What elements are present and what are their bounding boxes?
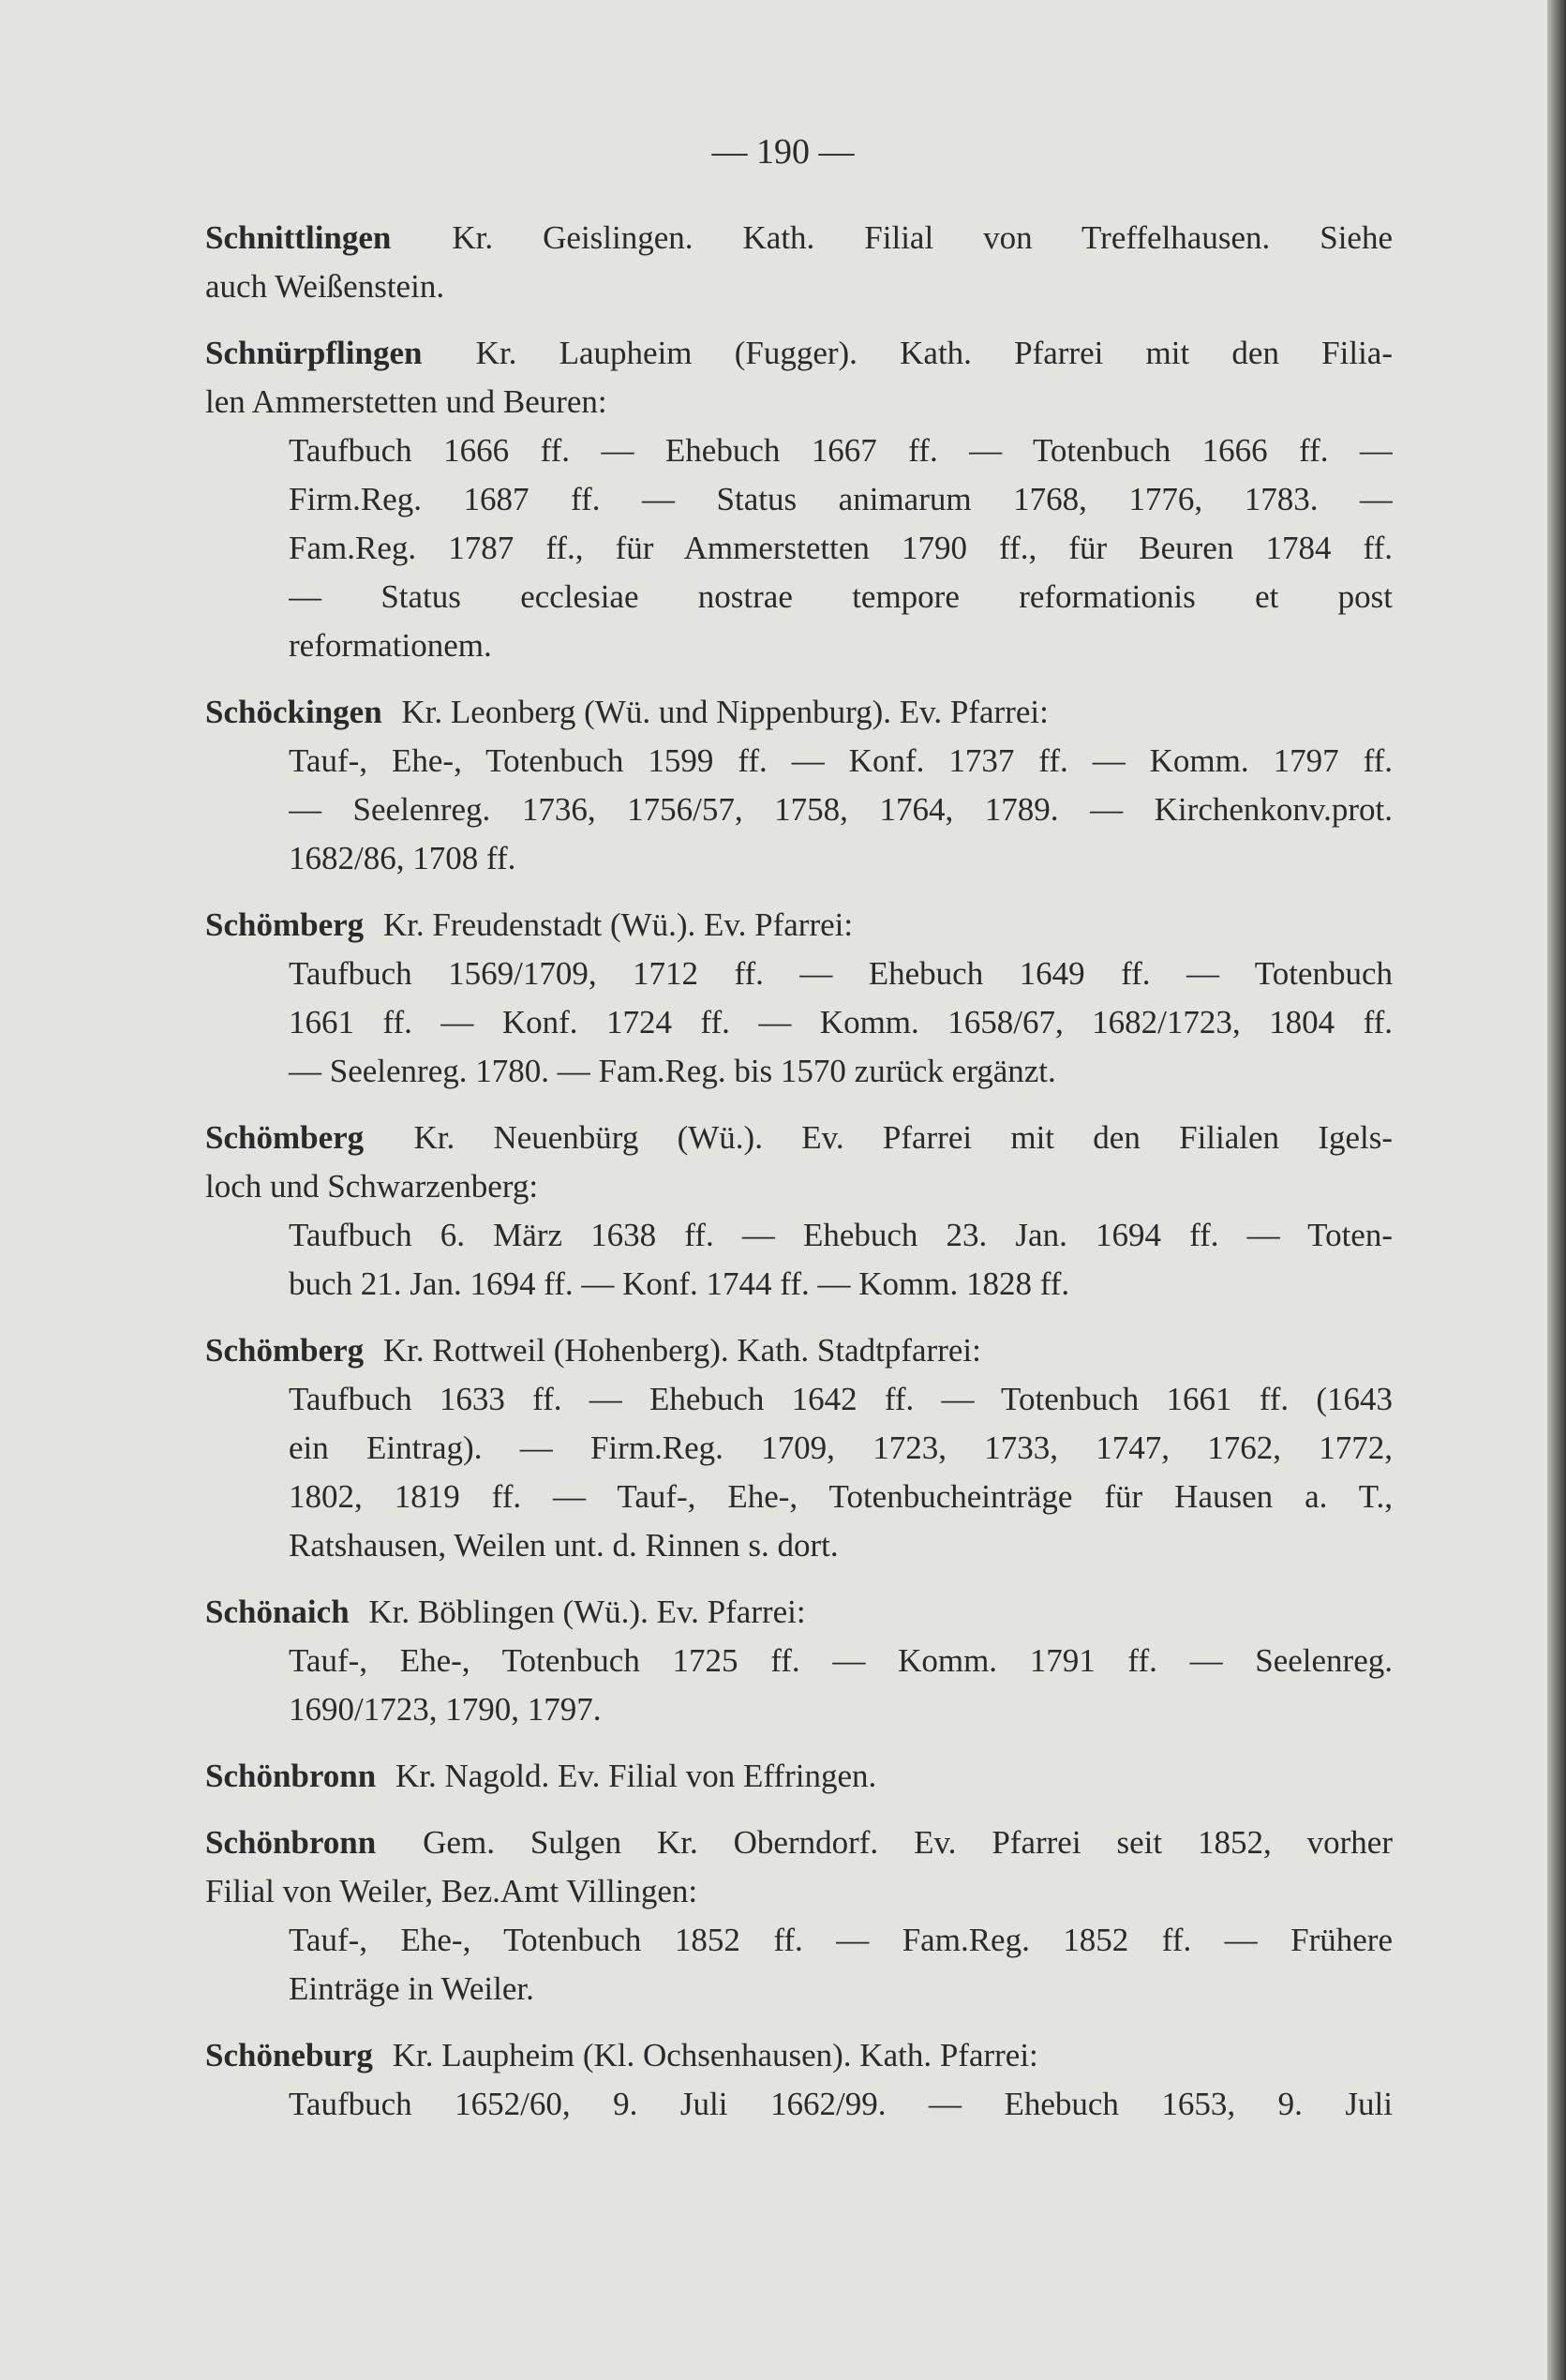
- gazetteer-entries: [205, 214, 1393, 2129]
- entry-record-line: [289, 737, 1393, 786]
- entry-record-line: [289, 786, 1393, 834]
- entry-heading-line: [205, 1326, 1393, 1375]
- line-text: auch Weißenstein.: [205, 268, 445, 305]
- line-text: — Status ecclesiae nostrae tempore reformationis et post: [289, 578, 1393, 615]
- entry-record-line: [289, 2080, 1393, 2129]
- page-number-text: — 190 —: [711, 132, 855, 172]
- line-text: Kr. Rottweil (Hohenberg). Kath. Stadtpfarrei:: [382, 1332, 981, 1369]
- entry-record-line: [289, 1424, 1393, 1473]
- entry-heading-line: [205, 378, 1393, 427]
- entry: [205, 329, 1393, 670]
- place-name: Schömberg: [205, 1119, 365, 1156]
- line-text: Kr. Leonberg (Wü. und Nippenburg). Ev. Pfarrei:: [401, 694, 1049, 730]
- entry-heading-line: [205, 901, 1393, 950]
- line-text: Taufbuch 1633 ff. — Ehebuch 1642 ff. — Totenbuch 1661 ff. (1643: [289, 1381, 1393, 1417]
- entry-heading-line: [205, 2031, 1393, 2080]
- entry-record-line: [289, 1916, 1393, 1965]
- entry-record-line: [289, 950, 1393, 998]
- line-text: Taufbuch 1666 ff. — Ehebuch 1667 ff. — Totenbuch 1666 ff. —: [289, 432, 1393, 469]
- place-name: Schnürpflingen: [205, 335, 423, 371]
- line-text: Taufbuch 1652/60, 9. Juli 1662/99. — Ehebuch 1653, 9. Juli: [289, 2086, 1393, 2122]
- entry-record-line: [289, 1637, 1393, 1685]
- line-text: Gem. Sulgen Kr. Oberndorf. Ev. Pfarrei seit 1852, vorher: [423, 1824, 1393, 1861]
- entry-record-line: [289, 1473, 1393, 1521]
- place-name: Schönaich: [205, 1594, 350, 1630]
- entry-heading-line: [205, 688, 1393, 737]
- entry-record-line: [289, 834, 1393, 883]
- line-text: Tauf-, Ehe-, Totenbuch 1852 ff. — Fam.Reg. 1852 ff. — Frühere: [289, 1922, 1393, 1958]
- entry-record-line: [289, 998, 1393, 1047]
- entry: [205, 1819, 1393, 2013]
- line-text: Firm.Reg. 1687 ff. — Status animarum 1768, 1776, 1783. —: [289, 481, 1393, 517]
- line-text: Einträge in Weiler.: [289, 1970, 534, 2007]
- line-text: 1661 ff. — Konf. 1724 ff. — Komm. 1658/67, 1682/1723, 1804 ff.: [289, 1004, 1393, 1040]
- entry-record-line: [289, 1211, 1393, 1260]
- entry-record-line: [289, 1260, 1393, 1309]
- place-name: Schömberg: [205, 1332, 365, 1369]
- line-text: Tauf-, Ehe-, Totenbuch 1725 ff. — Komm. 1791 ff. — Seelenreg.: [289, 1642, 1393, 1679]
- entry-record-line: [289, 573, 1393, 621]
- entry: [205, 1752, 1393, 1801]
- line-text: Kr. Neuenbürg (Wü.). Ev. Pfarrei mit den Filialen Igels-: [413, 1119, 1393, 1156]
- entry: [205, 1588, 1393, 1734]
- entry-record-line: [289, 524, 1393, 573]
- line-text: 1682/86, 1708 ff.: [289, 840, 516, 876]
- entry-record-line: [289, 475, 1393, 524]
- line-text: Taufbuch 6. März 1638 ff. — Ehebuch 23. Jan. 1694 ff. — Toten-: [289, 1217, 1393, 1253]
- entry-record-line: [289, 1521, 1393, 1570]
- place-name: Schömberg: [205, 906, 365, 943]
- line-text: Kr. Laupheim (Fugger). Kath. Pfarrei mit den Filia-: [475, 335, 1393, 371]
- place-name: Schöckingen: [205, 694, 382, 730]
- entry: [205, 1114, 1393, 1309]
- entry: [205, 1326, 1393, 1570]
- line-text: Ratshausen, Weilen unt. d. Rinnen s. dort.: [289, 1527, 839, 1564]
- place-name: Schöneburg: [205, 2037, 373, 2073]
- line-text: — Seelenreg. 1736, 1756/57, 1758, 1764, 1789. — Kirchenkonv.prot.: [289, 791, 1393, 828]
- entry-record-line: [289, 1965, 1393, 2013]
- page-number: [0, 131, 1566, 172]
- line-text: Kr. Geislingen. Kath. Filial von Treffelhausen. Siehe: [452, 219, 1393, 256]
- entry-record-line: [289, 1685, 1393, 1734]
- line-text: 1690/1723, 1790, 1797.: [289, 1691, 602, 1728]
- entry-record-line: [289, 1375, 1393, 1424]
- entry-heading-line: [205, 1867, 1393, 1916]
- entry-heading-line: [205, 329, 1393, 378]
- entry: [205, 214, 1393, 311]
- page-edge-shadow: [1547, 0, 1566, 2380]
- line-text: ein Eintrag). — Firm.Reg. 1709, 1723, 1733, 1747, 1762, 1772,: [289, 1429, 1393, 1466]
- line-text: — Seelenreg. 1780. — Fam.Reg. bis 1570 zurück ergänzt.: [289, 1053, 1056, 1089]
- entry: [205, 901, 1393, 1096]
- entry-heading-line: [205, 1162, 1393, 1211]
- entry-heading-line: [205, 1588, 1393, 1637]
- entry-heading-line: [205, 262, 1393, 311]
- line-text: buch 21. Jan. 1694 ff. — Konf. 1744 ff. — Komm. 1828 ff.: [289, 1265, 1070, 1302]
- line-text: Taufbuch 1569/1709, 1712 ff. — Ehebuch 1649 ff. — Totenbuch: [289, 955, 1393, 992]
- entry-heading-line: [205, 1819, 1393, 1867]
- entry-record-line: [289, 621, 1393, 670]
- entry-record-line: [289, 1047, 1393, 1096]
- entry-heading-line: [205, 1114, 1393, 1162]
- line-text: Kr. Böblingen (Wü.). Ev. Pfarrei:: [368, 1594, 806, 1630]
- line-text: Kr. Laupheim (Kl. Ochsenhausen). Kath. Pfarrei:: [392, 2037, 1038, 2073]
- place-name: Schönbronn: [205, 1758, 377, 1794]
- entry: [205, 688, 1393, 883]
- line-text: Kr. Freudenstadt (Wü.). Ev. Pfarrei:: [382, 906, 854, 943]
- entry-record-line: [289, 427, 1393, 475]
- line-text: Tauf-, Ehe-, Totenbuch 1599 ff. — Konf. 1737 ff. — Komm. 1797 ff.: [289, 742, 1393, 779]
- place-name: Schnittlingen: [205, 219, 392, 256]
- line-text: Kr. Nagold. Ev. Filial von Effringen.: [395, 1758, 877, 1794]
- line-text: len Ammerstetten und Beuren:: [205, 383, 607, 420]
- entry-heading-line: [205, 1752, 1393, 1801]
- line-text: reformationem.: [289, 627, 492, 664]
- line-text: Filial von Weiler, Bez.Amt Villingen:: [205, 1873, 698, 1909]
- place-name: Schönbronn: [205, 1824, 377, 1861]
- entry: [205, 2031, 1393, 2129]
- line-text: loch und Schwarzenberg:: [205, 1168, 539, 1205]
- line-text: Fam.Reg. 1787 ff., für Ammerstetten 1790 ff., für Beuren 1784 ff.: [289, 530, 1393, 566]
- entry-heading-line: [205, 214, 1393, 262]
- line-text: 1802, 1819 ff. — Tauf-, Ehe-, Totenbucheinträge für Hausen a. T.,: [289, 1478, 1393, 1515]
